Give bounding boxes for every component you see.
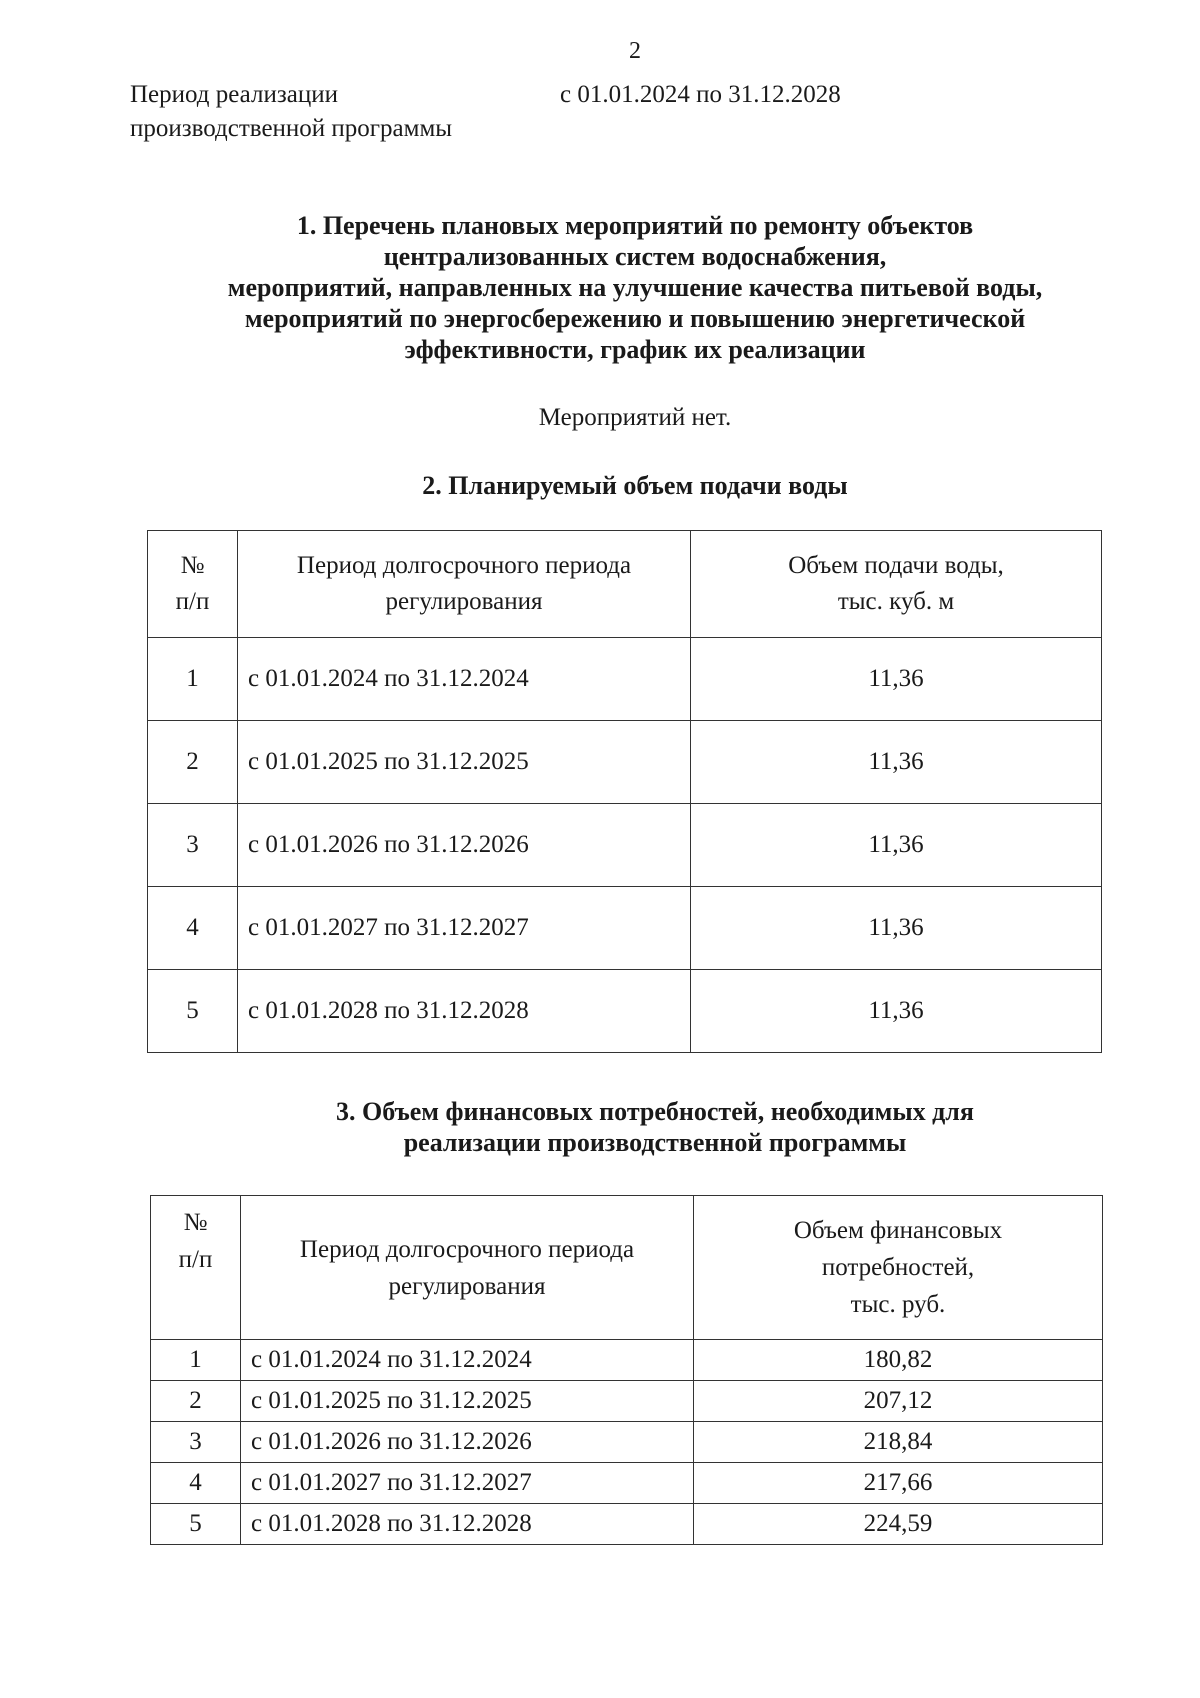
page-number: 2 (629, 38, 641, 64)
program-period-label-line2: производственной программы (130, 115, 453, 142)
section2-title (0, 470, 1200, 501)
row-value: 224,59 (694, 1504, 1103, 1545)
row-value: 207,12 (694, 1381, 1103, 1422)
table-row (148, 721, 1102, 804)
row-period: с 01.01.2025 по 31.12.2025 (238, 721, 691, 804)
section1-title-line: мероприятий по энергосбережению и повышению энергетической (244, 304, 1026, 333)
section1-title (0, 210, 1200, 365)
section3-title-line: реализации производственной программы (403, 1128, 907, 1157)
program-period-label (130, 78, 530, 146)
header-value-line1: Объем подачи воды, (788, 552, 1004, 579)
row-period: с 01.01.2024 по 31.12.2024 (238, 638, 691, 721)
row-num: 5 (151, 1504, 241, 1545)
table-row (148, 970, 1102, 1053)
table-row (151, 1340, 1103, 1381)
section1-note: Мероприятий нет. (538, 404, 732, 431)
row-num: 4 (148, 887, 238, 970)
header-period-line1: Период долгосрочного периода (296, 552, 632, 579)
row-period: с 01.01.2027 по 31.12.2027 (241, 1463, 694, 1504)
table-row (151, 1381, 1103, 1422)
table-header-row (151, 1196, 1103, 1340)
header-num-line1: № (180, 552, 205, 579)
row-num: 5 (148, 970, 238, 1053)
row-num: 4 (151, 1463, 241, 1504)
row-value: 11,36 (691, 970, 1102, 1053)
header-num-line2: п/п (178, 1246, 213, 1273)
section3-title-line: 3. Объем финансовых потребностей, необходимых для (336, 1097, 974, 1126)
row-num: 3 (151, 1422, 241, 1463)
header-num-line1: № (183, 1209, 208, 1236)
header-value-line2: тыс. куб. м (837, 588, 955, 615)
header-period-line2: регулирования (385, 588, 543, 615)
header-value-line1: Объем финансовых (793, 1217, 1003, 1244)
row-period: с 01.01.2026 по 31.12.2026 (238, 804, 691, 887)
section1-title-line: мероприятий, направленных на улучшение качества питьевой воды, (227, 273, 1043, 302)
row-value: 11,36 (691, 804, 1102, 887)
row-period: с 01.01.2024 по 31.12.2024 (241, 1340, 694, 1381)
section3-title (20, 1096, 1200, 1158)
header-period (241, 1196, 694, 1340)
water-supply-table (147, 530, 1102, 1053)
row-value: 180,82 (694, 1340, 1103, 1381)
header-value (691, 531, 1102, 638)
header-period-line1: Период долгосрочного периода (299, 1235, 635, 1263)
row-num: 1 (151, 1340, 241, 1381)
row-period: с 01.01.2026 по 31.12.2026 (241, 1422, 694, 1463)
table-row (148, 887, 1102, 970)
header-num-line2: п/п (175, 588, 210, 615)
section1-title-line: 1. Перечень плановых мероприятий по ремонту объектов (296, 211, 974, 240)
table-row (151, 1504, 1103, 1545)
header-value (694, 1196, 1103, 1340)
table-row (148, 638, 1102, 721)
header-value-line2: потребностей, (821, 1254, 975, 1281)
header-num (151, 1196, 241, 1340)
table-header-row (148, 531, 1102, 638)
section2-title-line: 2. Планируемый объем подачи воды (422, 471, 848, 500)
header-period (238, 531, 691, 638)
header-value-line3: тыс. руб. (850, 1291, 946, 1318)
header-period-line2: регулирования (388, 1272, 546, 1300)
header-num (148, 531, 238, 638)
row-value: 11,36 (691, 638, 1102, 721)
row-period: с 01.01.2027 по 31.12.2027 (238, 887, 691, 970)
table-row (148, 804, 1102, 887)
row-num: 2 (148, 721, 238, 804)
row-value: 11,36 (691, 721, 1102, 804)
row-num: 3 (148, 804, 238, 887)
row-value: 217,66 (694, 1463, 1103, 1504)
row-period: с 01.01.2028 по 31.12.2028 (238, 970, 691, 1053)
section1-title-line: эффективности, график их реализации (404, 335, 866, 364)
row-num: 1 (148, 638, 238, 721)
row-value: 11,36 (691, 887, 1102, 970)
program-period-label-line1: Период реализации (130, 81, 338, 108)
section1-title-line: централизованных систем водоснабжения, (383, 242, 887, 271)
table-row (151, 1422, 1103, 1463)
table-row (151, 1463, 1103, 1504)
financial-needs-table (150, 1195, 1103, 1545)
row-value: 218,84 (694, 1422, 1103, 1463)
program-period-value: с 01.01.2024 по 31.12.2028 (560, 81, 841, 108)
row-period: с 01.01.2028 по 31.12.2028 (241, 1504, 694, 1545)
row-num: 2 (151, 1381, 241, 1422)
row-period: с 01.01.2025 по 31.12.2025 (241, 1381, 694, 1422)
